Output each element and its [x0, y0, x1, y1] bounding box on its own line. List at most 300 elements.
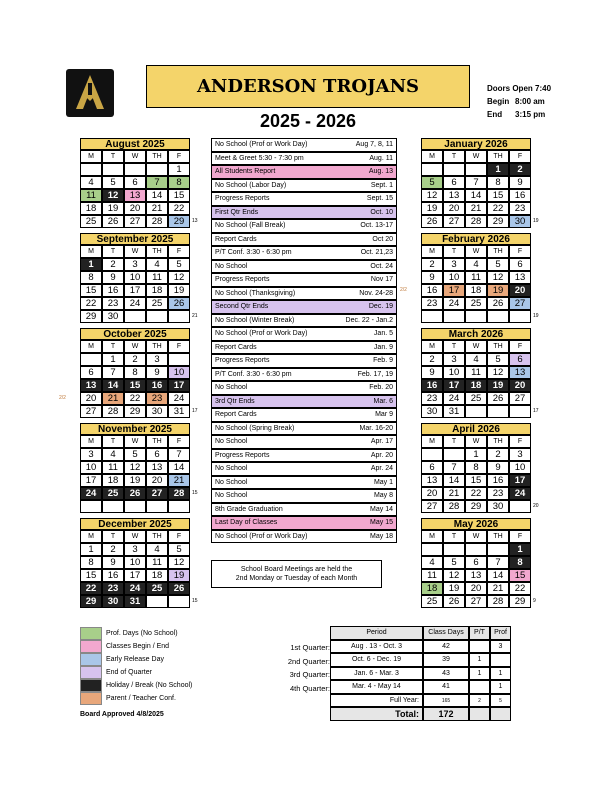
day-cell: 23 [421, 297, 443, 310]
day-cell: 9 [421, 366, 443, 379]
day-cell: 27 [146, 487, 168, 500]
day-cell [465, 543, 487, 556]
event-label: No School [215, 384, 248, 392]
event-label: P/T Conf. 3:30 - 6:30 pm [215, 249, 292, 257]
legend-swatch [80, 679, 102, 692]
day-cell: 14 [487, 569, 509, 582]
day-cell: 22 [80, 582, 102, 595]
event-label: 3rd Qtr Ends [215, 397, 255, 405]
day-cell: 20 [146, 474, 168, 487]
day-cell: 31 [443, 405, 465, 418]
event-date: May 1 [373, 478, 393, 486]
board-note-line1: School Board Meetings are held the [240, 566, 353, 573]
day-cell: 16 [102, 284, 124, 297]
event-row [211, 219, 397, 233]
total-blank [490, 707, 511, 721]
day-header: W [124, 245, 146, 258]
day-cell: 21 [443, 487, 465, 500]
day-cell: 29 [487, 215, 509, 228]
week-day-count: 13 [192, 218, 198, 224]
day-cell: 23 [146, 392, 168, 405]
school-year: 2025 - 2026 [259, 111, 357, 131]
event-date: Nov. 24-28 [359, 289, 393, 297]
day-cell: 24 [80, 487, 102, 500]
day-cell [124, 163, 146, 176]
day-cell: 4 [421, 556, 443, 569]
day-cell: 27 [509, 392, 531, 405]
day-cell: 19 [124, 474, 146, 487]
day-cell: 18 [146, 284, 168, 297]
day-cell: 20 [124, 202, 146, 215]
day-cell: 30 [487, 500, 509, 513]
day-cell [443, 163, 465, 176]
day-header: T [102, 340, 124, 353]
day-cell: 27 [80, 405, 102, 418]
day-cell: 5 [443, 556, 465, 569]
prof-days: 1 [490, 680, 511, 694]
event-date: Oct. 24 [370, 262, 393, 270]
day-cell [443, 543, 465, 556]
day-cell: 8 [487, 176, 509, 189]
day-cell: 30 [146, 405, 168, 418]
week-day-count: 20 [533, 503, 539, 509]
event-row [211, 435, 397, 449]
month-header: January 2026 [421, 138, 531, 150]
week-day-count: 15 [192, 598, 198, 604]
day-cell: 15 [168, 189, 190, 202]
period-table [330, 626, 511, 721]
event-row [211, 273, 397, 287]
full-year-label: Full Year: [330, 694, 423, 708]
period-grid [330, 626, 511, 721]
day-header: T [102, 245, 124, 258]
month-header: December 2025 [80, 518, 190, 530]
event-label: Second Qtr Ends [215, 303, 269, 311]
day-cell [146, 595, 168, 608]
day-cell: 2 [421, 353, 443, 366]
legend [80, 627, 192, 705]
month-header: October 2025 [80, 328, 190, 340]
event-label: Report Cards [215, 343, 257, 351]
school-logo [66, 69, 114, 117]
day-cell: 21 [168, 474, 190, 487]
period-header: Prof [490, 626, 511, 640]
day-cell: 1 [80, 543, 102, 556]
day-cell: 16 [509, 189, 531, 202]
week-day-count: 17 [533, 408, 539, 414]
period-header: P/T [469, 626, 490, 640]
day-header: T [443, 245, 465, 258]
day-cell: 6 [421, 461, 443, 474]
day-cell [465, 310, 487, 323]
period-range: Oct. 6 - Dec. 19 [330, 653, 423, 667]
day-header: T [102, 435, 124, 448]
event-date: Feb. 20 [369, 384, 393, 392]
class-days: 41 [423, 680, 469, 694]
event-date: Aug. 11 [369, 154, 393, 162]
class-days: 42 [423, 640, 469, 654]
day-cell [421, 448, 443, 461]
day-cell [80, 500, 102, 513]
day-cell [146, 163, 168, 176]
day-cell: 3 [124, 543, 146, 556]
day-cell: 3 [443, 353, 465, 366]
day-header: TH [146, 245, 168, 258]
class-days: 43 [423, 667, 469, 681]
day-cell: 6 [509, 258, 531, 271]
month-3 [80, 423, 190, 513]
day-cell: 14 [146, 189, 168, 202]
day-cell: 22 [509, 582, 531, 595]
legend-label: End of Quarter [106, 669, 152, 676]
event-date: Jan. 9 [373, 343, 393, 351]
quarter-label: 3rd Quarter: [289, 670, 330, 679]
day-cell: 17 [124, 569, 146, 582]
conf-note: 2/2 [400, 287, 407, 293]
day-cell: 22 [168, 202, 190, 215]
day-cell: 13 [124, 189, 146, 202]
event-label: 8th Grade Graduation [215, 505, 283, 513]
day-cell: 23 [102, 297, 124, 310]
month-grid [80, 340, 190, 418]
day-cell: 17 [509, 474, 531, 487]
day-cell: 13 [146, 461, 168, 474]
event-label: No School [215, 262, 248, 270]
board-meeting-note [211, 560, 382, 588]
day-cell: 25 [465, 392, 487, 405]
legend-item [80, 627, 192, 640]
event-row [211, 246, 397, 260]
month-grid [421, 530, 531, 608]
day-cell: 11 [146, 556, 168, 569]
month-grid [80, 530, 190, 608]
event-row [211, 138, 397, 152]
day-header: T [443, 435, 465, 448]
legend-item [80, 666, 192, 679]
day-header: F [168, 150, 190, 163]
legend-swatch [80, 692, 102, 705]
month-header: March 2026 [421, 328, 531, 340]
day-cell: 15 [80, 284, 102, 297]
event-row [211, 327, 397, 341]
pt-days [469, 640, 490, 654]
day-cell: 11 [465, 366, 487, 379]
day-cell: 23 [102, 582, 124, 595]
day-cell: 20 [465, 582, 487, 595]
day-cell: 17 [443, 379, 465, 392]
day-header: W [465, 245, 487, 258]
day-cell: 26 [421, 215, 443, 228]
day-cell: 21 [102, 392, 124, 405]
day-cell: 11 [421, 569, 443, 582]
day-cell: 10 [443, 271, 465, 284]
day-header: TH [487, 245, 509, 258]
event-row [211, 206, 397, 220]
event-date: May 15 [370, 519, 393, 527]
day-cell: 6 [509, 353, 531, 366]
month-header: February 2026 [421, 233, 531, 245]
month-header: September 2025 [80, 233, 190, 245]
day-header: W [124, 530, 146, 543]
day-cell: 4 [146, 543, 168, 556]
event-row [211, 395, 397, 409]
day-cell: 22 [487, 202, 509, 215]
day-cell: 31 [168, 405, 190, 418]
day-header: F [509, 340, 531, 353]
event-row [211, 408, 397, 422]
event-row [211, 300, 397, 314]
day-cell: 7 [102, 366, 124, 379]
month-grid [421, 435, 531, 513]
quarter-label: 2nd Quarter: [287, 656, 330, 666]
day-cell: 29 [124, 405, 146, 418]
event-date: Feb. 17, 19 [357, 370, 393, 378]
event-label: Meet & Greet 5:30 - 7:30 pm [215, 154, 304, 162]
day-cell: 19 [421, 202, 443, 215]
event-row [211, 314, 397, 328]
day-cell: 21 [146, 202, 168, 215]
day-cell: 19 [168, 284, 190, 297]
legend-item [80, 653, 192, 666]
day-cell: 14 [168, 461, 190, 474]
day-cell: 22 [465, 487, 487, 500]
day-cell: 6 [80, 366, 102, 379]
day-cell: 4 [465, 258, 487, 271]
day-cell [487, 543, 509, 556]
day-cell: 6 [124, 176, 146, 189]
day-cell [509, 500, 531, 513]
begin-time: 8:00 am [515, 97, 545, 106]
day-cell: 14 [102, 379, 124, 392]
event-row [211, 287, 397, 301]
day-cell: 20 [421, 487, 443, 500]
day-cell: 9 [421, 271, 443, 284]
day-header: M [80, 530, 102, 543]
event-row [211, 476, 397, 490]
quarter-label: 4th Quarter: [289, 683, 330, 693]
day-cell [421, 543, 443, 556]
day-cell: 19 [487, 379, 509, 392]
day-cell [443, 310, 465, 323]
month-grid [80, 245, 190, 323]
day-cell: 2 [421, 258, 443, 271]
total-value: 172 [423, 707, 469, 721]
day-cell: 24 [168, 392, 190, 405]
legend-label: Early Release Day [106, 656, 164, 663]
day-cell: 26 [487, 297, 509, 310]
event-row [211, 165, 397, 179]
event-date: Feb. 9 [373, 357, 393, 365]
day-cell: 1 [465, 448, 487, 461]
day-cell: 29 [168, 215, 190, 228]
day-cell: 5 [102, 176, 124, 189]
day-cell: 4 [465, 353, 487, 366]
day-cell: 1 [80, 258, 102, 271]
day-cell: 7 [146, 176, 168, 189]
full-year-prof: 5 [490, 694, 511, 708]
day-header: M [421, 245, 443, 258]
day-cell: 20 [509, 284, 531, 297]
day-cell: 18 [146, 569, 168, 582]
day-cell: 27 [443, 215, 465, 228]
event-date: Oct 20 [372, 235, 393, 243]
event-label: Progress Reports [215, 276, 270, 284]
day-cell [80, 163, 102, 176]
school-title: ANDERSON TROJANS [146, 65, 470, 108]
day-cell: 30 [102, 595, 124, 608]
week-day-count: 15 [192, 490, 198, 496]
day-cell: 5 [168, 543, 190, 556]
event-label: First Qtr Ends [215, 208, 259, 216]
day-cell: 10 [509, 461, 531, 474]
event-date: Nov 17 [370, 276, 393, 284]
day-cell: 1 [102, 353, 124, 366]
event-row [211, 260, 397, 274]
event-date: Mar. 16-20 [359, 424, 393, 432]
day-cell: 7 [465, 176, 487, 189]
day-cell: 16 [421, 379, 443, 392]
day-cell: 13 [465, 569, 487, 582]
event-row [211, 233, 397, 247]
day-cell: 11 [102, 461, 124, 474]
event-date: May 18 [370, 532, 393, 540]
week-day-count: 19 [533, 313, 539, 319]
event-label: No School (Labor Day) [215, 181, 287, 189]
day-cell [421, 310, 443, 323]
end-time: 3:15 pm [515, 110, 546, 119]
day-cell: 8 [80, 271, 102, 284]
day-cell: 5 [124, 448, 146, 461]
day-cell: 29 [80, 595, 102, 608]
event-row [211, 192, 397, 206]
doors-open: Doors Open 7:40 [487, 84, 552, 93]
day-cell [102, 163, 124, 176]
day-cell: 15 [124, 379, 146, 392]
day-cell: 1 [168, 163, 190, 176]
day-cell [443, 448, 465, 461]
day-cell [124, 500, 146, 513]
full-year-days: 165 [423, 694, 469, 708]
legend-item [80, 692, 192, 705]
event-row [211, 152, 397, 166]
week-day-count: 9 [533, 598, 536, 604]
total-label: Total: [330, 707, 423, 721]
event-label: Progress Reports [215, 357, 270, 365]
day-cell: 5 [421, 176, 443, 189]
day-header: W [124, 150, 146, 163]
day-cell: 4 [80, 176, 102, 189]
day-cell [487, 405, 509, 418]
event-date: Dec. 22 - Jan.2 [345, 316, 393, 324]
day-header: F [168, 340, 190, 353]
day-cell: 20 [443, 202, 465, 215]
day-cell: 15 [80, 569, 102, 582]
event-label: No School [215, 465, 248, 473]
day-cell: 24 [509, 487, 531, 500]
day-cell: 26 [168, 582, 190, 595]
day-header: TH [487, 150, 509, 163]
day-header: M [421, 435, 443, 448]
board-approved: Board Approved 4/8/2025 [80, 711, 164, 718]
week-day-count: 19 [533, 218, 539, 224]
event-date: Apr. 20 [370, 451, 393, 459]
event-date: Apr. 17 [370, 438, 393, 446]
event-row [211, 179, 397, 193]
event-label: Report Cards [215, 411, 257, 419]
event-date: Mar 9 [375, 411, 393, 419]
day-header: T [443, 340, 465, 353]
day-cell: 12 [421, 189, 443, 202]
day-cell: 8 [465, 461, 487, 474]
end-label: End [487, 110, 503, 119]
event-date: Apr. 24 [370, 465, 393, 473]
event-label: Progress Reports [215, 451, 270, 459]
pt-days: 1 [469, 653, 490, 667]
month-8 [421, 423, 531, 513]
day-header: F [168, 435, 190, 448]
day-cell: 9 [509, 176, 531, 189]
day-cell: 16 [102, 569, 124, 582]
month-9 [421, 518, 531, 608]
day-cell: 8 [124, 366, 146, 379]
day-cell: 30 [509, 215, 531, 228]
event-label: No School [215, 438, 248, 446]
day-header: W [124, 340, 146, 353]
day-cell [80, 353, 102, 366]
day-cell: 6 [443, 176, 465, 189]
day-cell: 31 [124, 595, 146, 608]
day-cell: 28 [168, 487, 190, 500]
event-row [211, 530, 397, 544]
day-cell: 29 [465, 500, 487, 513]
day-cell: 27 [465, 595, 487, 608]
day-cell: 3 [124, 258, 146, 271]
day-cell: 26 [443, 595, 465, 608]
legend-label: Prof. Days (No School) [106, 630, 178, 637]
events-list [211, 138, 397, 543]
event-date: Aug 7, 8, 11 [355, 141, 393, 149]
day-header: TH [146, 150, 168, 163]
day-cell: 13 [509, 366, 531, 379]
month-header: August 2025 [80, 138, 190, 150]
event-date: Jan. 5 [373, 330, 393, 338]
day-cell: 25 [146, 297, 168, 310]
day-cell: 25 [146, 582, 168, 595]
day-cell: 8 [168, 176, 190, 189]
event-date: Oct. 13-17 [360, 222, 393, 230]
day-cell: 12 [168, 556, 190, 569]
event-label: No School (Prof or Work Day) [215, 330, 308, 338]
day-header: W [124, 435, 146, 448]
legend-label: Holiday / Break (No School) [106, 682, 193, 689]
day-header: W [465, 150, 487, 163]
event-date: Oct. 21,23 [360, 249, 393, 257]
day-cell: 21 [465, 202, 487, 215]
legend-label: Classes Begin / End [106, 643, 170, 650]
day-cell: 18 [465, 379, 487, 392]
day-cell: 24 [443, 297, 465, 310]
day-header: M [80, 435, 102, 448]
month-5 [421, 138, 531, 228]
day-cell: 22 [80, 297, 102, 310]
month-header: November 2025 [80, 423, 190, 435]
day-header: W [465, 530, 487, 543]
legend-swatch [80, 627, 102, 640]
day-cell: 15 [487, 189, 509, 202]
day-cell: 29 [80, 310, 102, 323]
week-day-count: 17 [192, 408, 198, 414]
day-cell: 7 [443, 461, 465, 474]
